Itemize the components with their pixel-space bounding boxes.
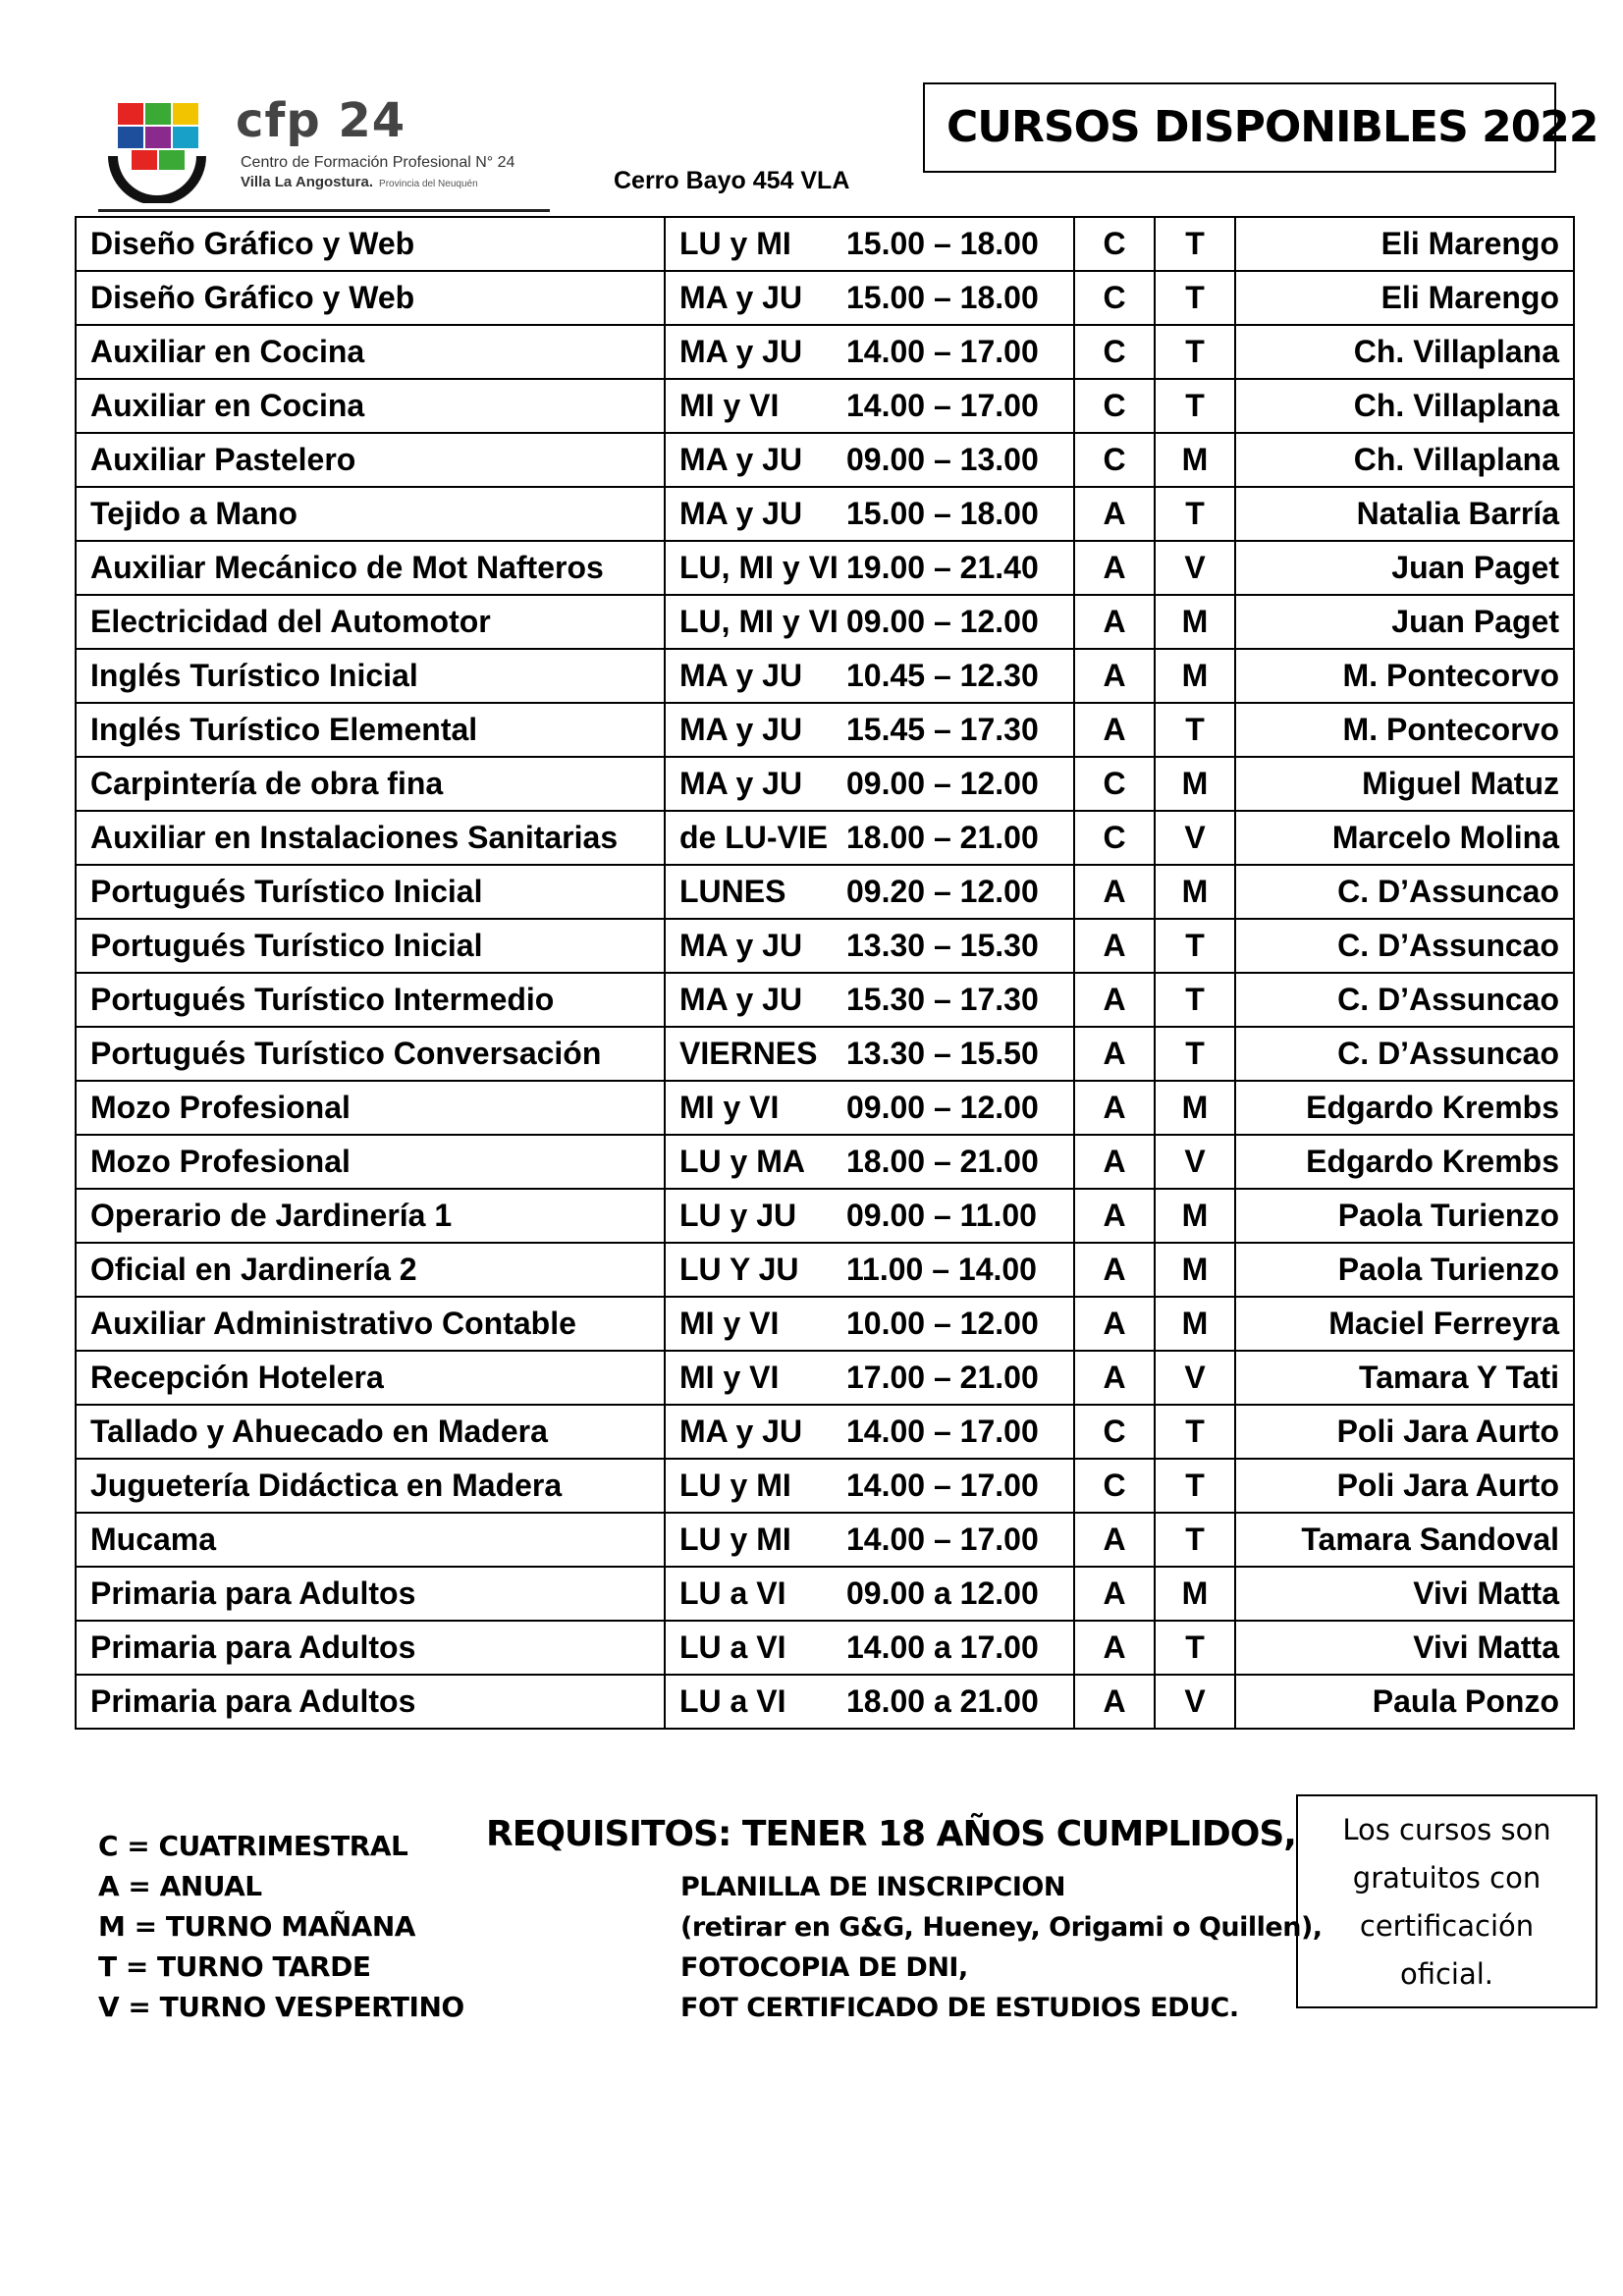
course-turn: M <box>1155 1567 1235 1621</box>
table-row <box>76 1351 1574 1405</box>
course-type: C <box>1074 379 1155 433</box>
course-time: 15.00 – 18.00 <box>846 280 1039 315</box>
course-days: LU a VI <box>679 1575 786 1611</box>
course-schedule <box>665 973 1074 1027</box>
course-name: Portugués Turístico Inicial <box>76 919 665 973</box>
course-schedule <box>665 1027 1074 1081</box>
table-row <box>76 757 1574 811</box>
course-type: A <box>1074 1621 1155 1675</box>
course-teacher: Poli Jara Aurto <box>1235 1405 1574 1459</box>
table-row <box>76 1621 1574 1675</box>
table-row <box>76 1243 1574 1297</box>
course-schedule <box>665 379 1074 433</box>
course-teacher: Eli Marengo <box>1235 271 1574 325</box>
course-teacher: Paula Ponzo <box>1235 1675 1574 1729</box>
course-teacher: Vivi Matta <box>1235 1567 1574 1621</box>
course-turn: T <box>1155 703 1235 757</box>
course-name: Inglés Turístico Elemental <box>76 703 665 757</box>
course-name: Juguetería Didáctica en Madera <box>76 1459 665 1513</box>
course-days: MA y JU <box>679 982 803 1017</box>
course-time: 10.45 – 12.30 <box>846 658 1039 693</box>
course-days: MA y JU <box>679 766 803 801</box>
course-days: LU y MI <box>679 1522 791 1557</box>
course-days: de LU-VIE <box>679 820 829 855</box>
course-type: A <box>1074 1351 1155 1405</box>
course-time: 14.00 – 17.00 <box>846 388 1039 423</box>
page-title: CURSOS DISPONIBLES 2022 <box>947 102 1598 152</box>
course-days: MA y JU <box>679 496 803 531</box>
course-schedule <box>665 919 1074 973</box>
course-time: 14.00 – 17.00 <box>846 1414 1039 1449</box>
course-type: C <box>1074 217 1155 271</box>
courses-table-body <box>76 217 1574 1729</box>
course-schedule <box>665 1135 1074 1189</box>
course-time: 09.20 – 12.00 <box>846 874 1039 909</box>
course-schedule <box>665 217 1074 271</box>
course-type: A <box>1074 1513 1155 1567</box>
course-name: Recepción Hotelera <box>76 1351 665 1405</box>
requirement-item: FOTOCOPIA DE DNI, <box>680 1952 968 1983</box>
course-days: MA y JU <box>679 658 803 693</box>
course-teacher: M. Pontecorvo <box>1235 703 1574 757</box>
course-time: 14.00 – 17.00 <box>846 334 1039 369</box>
table-row <box>76 487 1574 541</box>
course-type: C <box>1074 1405 1155 1459</box>
table-row <box>76 217 1574 271</box>
course-turn: V <box>1155 1351 1235 1405</box>
course-days: LU, MI y VI <box>679 604 839 639</box>
course-time: 09.00 – 13.00 <box>846 442 1039 477</box>
course-name: Primaria para Adultos <box>76 1675 665 1729</box>
course-type: A <box>1074 541 1155 595</box>
logo-location <box>241 174 478 190</box>
course-name: Tallado y Ahuecado en Madera <box>76 1405 665 1459</box>
course-type: A <box>1074 1567 1155 1621</box>
course-days: LUNES <box>679 874 786 909</box>
table-row <box>76 919 1574 973</box>
note-line: certificación <box>1359 1909 1535 1943</box>
course-turn: V <box>1155 811 1235 865</box>
course-name: Portugués Turístico Intermedio <box>76 973 665 1027</box>
course-schedule <box>665 325 1074 379</box>
course-type: A <box>1074 973 1155 1027</box>
course-teacher: C. D’Assuncao <box>1235 919 1574 973</box>
course-teacher: Maciel Ferreyra <box>1235 1297 1574 1351</box>
course-teacher: Juan Paget <box>1235 595 1574 649</box>
course-turn: V <box>1155 1135 1235 1189</box>
title-box <box>923 82 1598 173</box>
course-turn: T <box>1155 919 1235 973</box>
note-line: Los cursos son <box>1342 1813 1551 1846</box>
course-schedule <box>665 865 1074 919</box>
course-schedule <box>665 541 1074 595</box>
course-time: 19.00 – 21.40 <box>846 550 1039 585</box>
course-time: 13.30 – 15.50 <box>846 1036 1039 1071</box>
course-turn: T <box>1155 271 1235 325</box>
course-time: 18.00 – 21.00 <box>846 1144 1039 1179</box>
table-row <box>76 1081 1574 1135</box>
course-turn: T <box>1155 1513 1235 1567</box>
course-time: 13.30 – 15.30 <box>846 928 1039 963</box>
course-days: MI y VI <box>679 388 780 423</box>
table-row <box>76 1027 1574 1081</box>
course-turn: T <box>1155 217 1235 271</box>
requirement-item: FOT CERTIFICADO DE ESTUDIOS EDUC. <box>680 1993 1239 2023</box>
legend-item: C = CUATRIMESTRAL <box>98 1830 408 1862</box>
course-time: 18.00 – 21.00 <box>846 820 1039 855</box>
course-days: LU y MI <box>679 1468 791 1503</box>
course-time: 11.00 – 14.00 <box>846 1252 1037 1287</box>
table-row <box>76 1459 1574 1513</box>
courses-table <box>75 216 1575 1730</box>
course-turn: M <box>1155 1189 1235 1243</box>
course-teacher: Vivi Matta <box>1235 1621 1574 1675</box>
course-type: C <box>1074 1459 1155 1513</box>
address: Cerro Bayo 454 VLA <box>614 167 850 194</box>
course-type: A <box>1074 595 1155 649</box>
course-days: LU, MI y VI <box>679 550 839 585</box>
course-teacher: C. D’Assuncao <box>1235 1027 1574 1081</box>
course-days: LU Y JU <box>679 1252 799 1287</box>
table-row <box>76 271 1574 325</box>
logo-name: cfp 24 <box>236 93 406 148</box>
table-row <box>76 703 1574 757</box>
course-name: Auxiliar Administrativo Contable <box>76 1297 665 1351</box>
course-type: C <box>1074 271 1155 325</box>
course-type: A <box>1074 1297 1155 1351</box>
table-row <box>76 541 1574 595</box>
course-turn: V <box>1155 1675 1235 1729</box>
course-teacher: Edgardo Krembs <box>1235 1081 1574 1135</box>
course-teacher: Paola Turienzo <box>1235 1243 1574 1297</box>
course-name: Operario de Jardinería 1 <box>76 1189 665 1243</box>
course-type: C <box>1074 325 1155 379</box>
legend-item: V = TURNO VESPERTINO <box>98 1991 464 2023</box>
course-name: Auxiliar en Cocina <box>76 325 665 379</box>
course-type: A <box>1074 1027 1155 1081</box>
table-row <box>76 433 1574 487</box>
course-name: Portugués Turístico Inicial <box>76 865 665 919</box>
course-days: MA y JU <box>679 1414 803 1449</box>
table-row <box>76 1675 1574 1729</box>
course-time: 15.00 – 18.00 <box>846 496 1039 531</box>
course-days: MI y VI <box>679 1090 780 1125</box>
course-time: 09.00 – 12.00 <box>846 766 1039 801</box>
course-type: A <box>1074 649 1155 703</box>
course-schedule <box>665 595 1074 649</box>
course-days: VIERNES <box>679 1036 818 1071</box>
table-row <box>76 595 1574 649</box>
table-row <box>76 325 1574 379</box>
legend-item: T = TURNO TARDE <box>98 1950 371 1983</box>
course-days: MA y JU <box>679 712 803 747</box>
table-row <box>76 1405 1574 1459</box>
course-teacher: C. D’Assuncao <box>1235 865 1574 919</box>
course-schedule <box>665 1675 1074 1729</box>
course-name: Diseño Gráfico y Web <box>76 271 665 325</box>
course-teacher: Miguel Matuz <box>1235 757 1574 811</box>
table-row <box>76 1135 1574 1189</box>
course-name: Auxiliar en Instalaciones Sanitarias <box>76 811 665 865</box>
course-time: 15.45 – 17.30 <box>846 712 1039 747</box>
course-schedule <box>665 703 1074 757</box>
table-row <box>76 811 1574 865</box>
course-turn: T <box>1155 487 1235 541</box>
free-courses-note <box>1296 1794 1597 2008</box>
course-schedule <box>665 1621 1074 1675</box>
course-time: 09.00 – 12.00 <box>846 1090 1039 1125</box>
course-schedule <box>665 1351 1074 1405</box>
note-line: oficial. <box>1399 1957 1494 1991</box>
course-type: C <box>1074 811 1155 865</box>
course-teacher: Natalia Barría <box>1235 487 1574 541</box>
course-days: MA y JU <box>679 442 803 477</box>
table-row <box>76 649 1574 703</box>
course-time: 15.00 – 18.00 <box>846 226 1039 261</box>
course-schedule <box>665 1513 1074 1567</box>
logo-province: Provincia del Neuquén <box>379 179 478 189</box>
course-name: Carpintería de obra fina <box>76 757 665 811</box>
course-schedule <box>665 1405 1074 1459</box>
course-turn: T <box>1155 1621 1235 1675</box>
course-turn: M <box>1155 433 1235 487</box>
course-days: MI y VI <box>679 1306 780 1341</box>
course-schedule <box>665 1189 1074 1243</box>
course-type: A <box>1074 1675 1155 1729</box>
course-days: LU y MA <box>679 1144 805 1179</box>
course-name: Oficial en Jardinería 2 <box>76 1243 665 1297</box>
table-row <box>76 865 1574 919</box>
course-schedule <box>665 1081 1074 1135</box>
table-row <box>76 1513 1574 1567</box>
course-type: A <box>1074 703 1155 757</box>
table-row <box>76 379 1574 433</box>
course-time: 14.00 – 17.00 <box>846 1468 1039 1503</box>
legend <box>98 1826 464 2027</box>
requirement-item: (retirar en G&G, Hueney, Origami o Quillen), <box>680 1912 1323 1943</box>
course-turn: M <box>1155 1081 1235 1135</box>
course-teacher: M. Pontecorvo <box>1235 649 1574 703</box>
course-turn: V <box>1155 541 1235 595</box>
cfp-logo <box>98 93 560 216</box>
course-type: A <box>1074 1189 1155 1243</box>
course-days: MA y JU <box>679 928 803 963</box>
course-type: A <box>1074 1081 1155 1135</box>
course-time: 10.00 – 12.00 <box>846 1306 1039 1341</box>
course-name: Auxiliar Mecánico de Mot Nafteros <box>76 541 665 595</box>
course-teacher: Paola Turienzo <box>1235 1189 1574 1243</box>
course-teacher: Marcelo Molina <box>1235 811 1574 865</box>
course-time: 15.30 – 17.30 <box>846 982 1039 1017</box>
course-time: 14.00 – 17.00 <box>846 1522 1039 1557</box>
course-teacher: Tamara Y Tati <box>1235 1351 1574 1405</box>
course-time: 09.00 – 12.00 <box>846 604 1039 639</box>
logo-underline <box>98 209 550 212</box>
course-teacher: Juan Paget <box>1235 541 1574 595</box>
course-teacher: Ch. Villaplana <box>1235 433 1574 487</box>
course-type: A <box>1074 1135 1155 1189</box>
course-teacher: Ch. Villaplana <box>1235 325 1574 379</box>
course-type: A <box>1074 919 1155 973</box>
course-turn: T <box>1155 325 1235 379</box>
course-time: 09.00 a 12.00 <box>846 1575 1039 1611</box>
course-turn: M <box>1155 1243 1235 1297</box>
requirement-item: PLANILLA DE INSCRIPCION <box>680 1872 1065 1902</box>
course-turn: M <box>1155 757 1235 811</box>
course-type: A <box>1074 1243 1155 1297</box>
course-days: MA y JU <box>679 280 803 315</box>
course-schedule <box>665 271 1074 325</box>
course-time: 09.00 – 11.00 <box>846 1198 1037 1233</box>
course-days: LU a VI <box>679 1629 786 1665</box>
course-teacher: C. D’Assuncao <box>1235 973 1574 1027</box>
course-type: A <box>1074 487 1155 541</box>
table-row <box>76 1567 1574 1621</box>
course-name: Mucama <box>76 1513 665 1567</box>
course-type: C <box>1074 757 1155 811</box>
course-schedule <box>665 487 1074 541</box>
course-name: Primaria para Adultos <box>76 1621 665 1675</box>
course-name: Primaria para Adultos <box>76 1567 665 1621</box>
course-turn: T <box>1155 379 1235 433</box>
course-turn: M <box>1155 865 1235 919</box>
course-turn: T <box>1155 1027 1235 1081</box>
note-line: gratuitos con <box>1352 1861 1542 1895</box>
course-name: Auxiliar en Cocina <box>76 379 665 433</box>
course-schedule <box>665 433 1074 487</box>
course-days: LU y MI <box>679 226 791 261</box>
requirements-title: REQUISITOS: TENER 18 AÑOS CUMPLIDOS, <box>486 1814 1296 1854</box>
course-schedule <box>665 649 1074 703</box>
requirements-list <box>680 1867 1323 2028</box>
table-row <box>76 1297 1574 1351</box>
course-turn: M <box>1155 1297 1235 1351</box>
course-name: Auxiliar Pastelero <box>76 433 665 487</box>
course-schedule <box>665 757 1074 811</box>
course-type: A <box>1074 865 1155 919</box>
course-time: 17.00 – 21.00 <box>846 1360 1039 1395</box>
course-days: MI y VI <box>679 1360 780 1395</box>
legend-item: M = TURNO MAÑANA <box>98 1910 415 1943</box>
course-teacher: Eli Marengo <box>1235 217 1574 271</box>
course-name: Inglés Turístico Inicial <box>76 649 665 703</box>
legend-item: A = ANUAL <box>98 1870 262 1902</box>
course-name: Tejido a Mano <box>76 487 665 541</box>
course-name: Electricidad del Automotor <box>76 595 665 649</box>
course-time: 18.00 a 21.00 <box>846 1683 1039 1719</box>
course-teacher: Edgardo Krembs <box>1235 1135 1574 1189</box>
course-turn: M <box>1155 649 1235 703</box>
course-turn: T <box>1155 973 1235 1027</box>
course-schedule <box>665 1567 1074 1621</box>
cfp-logo-mark-icon <box>98 95 216 203</box>
course-turn: M <box>1155 595 1235 649</box>
table-row <box>76 1189 1574 1243</box>
course-turn: T <box>1155 1405 1235 1459</box>
course-schedule <box>665 1459 1074 1513</box>
course-days: LU a VI <box>679 1683 786 1719</box>
course-name: Mozo Profesional <box>76 1135 665 1189</box>
course-name: Portugués Turístico Conversación <box>76 1027 665 1081</box>
course-days: LU y JU <box>679 1198 797 1233</box>
logo-subtitle: Centro de Formación Profesional N° 24 <box>241 154 515 171</box>
course-schedule <box>665 1243 1074 1297</box>
course-name: Mozo Profesional <box>76 1081 665 1135</box>
course-teacher: Ch. Villaplana <box>1235 379 1574 433</box>
course-turn: T <box>1155 1459 1235 1513</box>
logo-city: Villa La Angostura. <box>241 174 374 190</box>
table-row <box>76 973 1574 1027</box>
course-teacher: Tamara Sandoval <box>1235 1513 1574 1567</box>
course-days: MA y JU <box>679 334 803 369</box>
course-time: 14.00 a 17.00 <box>846 1629 1039 1665</box>
course-teacher: Poli Jara Aurto <box>1235 1459 1574 1513</box>
course-name: Diseño Gráfico y Web <box>76 217 665 271</box>
course-schedule <box>665 1297 1074 1351</box>
course-type: C <box>1074 433 1155 487</box>
course-schedule <box>665 811 1074 865</box>
